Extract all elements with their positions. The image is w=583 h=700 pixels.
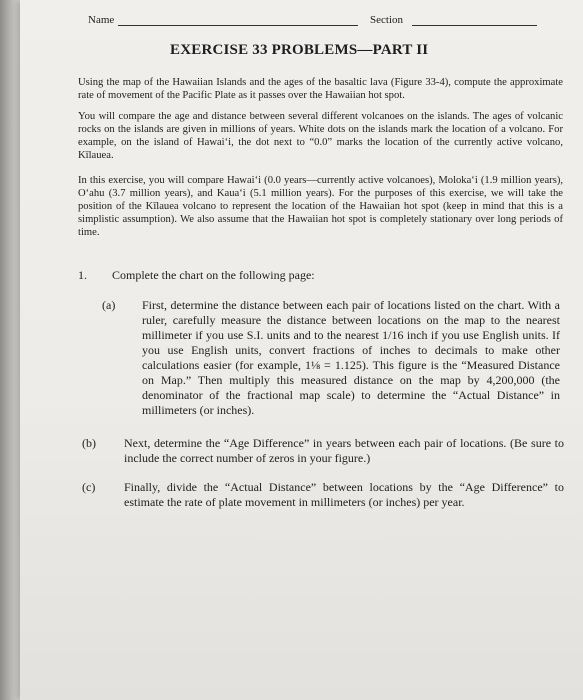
- name-blank-line: [118, 25, 358, 26]
- intro-paragraph-3: In this exercise, you will compare Hawai‘i (0.0 years—currently active volcanoes), Moloka‘i (1.9 million years), O‘ahu (3.7 million years), and Kaua‘i (5.1 million years). For the purposes of this exercise, we will take the position of the Kīlauea volcano to represent the location of the Hawaiian hot spot (keep in mind that this is a simplistic assumption). We also assume that the Hawaiian hot spot is completely stationary over long periods of time.: [78, 175, 563, 238]
- intro-paragraph-1: Using the map of the Hawaiian Islands and the ages of the basaltic lava (Figure 33-4), compute the approximate rate of movement of the Pacific Plate as it passes over the Hawaiian hot spot.: [78, 77, 563, 101]
- name-label: Name: [88, 14, 115, 26]
- part-c-text: Finally, divide the “Actual Distance” between locations by the “Age Difference” to estimate the rate of plate movement in millimeters (or inches) per year.: [124, 480, 564, 509]
- section-blank-line: [412, 25, 537, 26]
- part-b-label: (b): [82, 436, 96, 450]
- question-number: 1.: [78, 268, 87, 282]
- question-text: Complete the chart on the following page:: [112, 268, 315, 282]
- part-a-label: (a): [102, 298, 116, 312]
- part-a-text: First, determine the distance between each pair of locations listed on the chart. With a ruler, carefully measure the distance between locations on the map to the nearest millimeter if you use S.I. units and to the nearest 1/16 inch if you use English units. If you use English units, convert fractions of inches to decimals to make other calculations easier (for example, 1⅛ = 1.125). This figure is the “Measured Distance on Map.” Then multiply this measured distance on the map by 4,200,000 (the denominator of the fractional map scale) to determine the “Actual Distance” in millimeters (or inches).: [142, 298, 560, 417]
- exercise-title: EXERCISE 33 PROBLEMS—PART II: [170, 42, 429, 58]
- part-b-text: Next, determine the “Age Difference” in years between each pair of locations. (Be sure to include the correct number of zeros in your figure.): [124, 436, 564, 465]
- intro-paragraph-2: You will compare the age and distance between several different volcanoes on the islands. The ages of volcanic rocks on the islands are given in millions of years. White dots on the islands mark the location of a volcano. For example, on the island of Hawai‘i, the dot next to “0.0” marks the location of the currently active volcano, Kīlauea.: [78, 111, 563, 161]
- part-c-label: (c): [82, 480, 96, 494]
- page-edge-shadow: [0, 0, 20, 700]
- section-label: Section: [370, 14, 403, 26]
- worksheet-page: [20, 0, 583, 700]
